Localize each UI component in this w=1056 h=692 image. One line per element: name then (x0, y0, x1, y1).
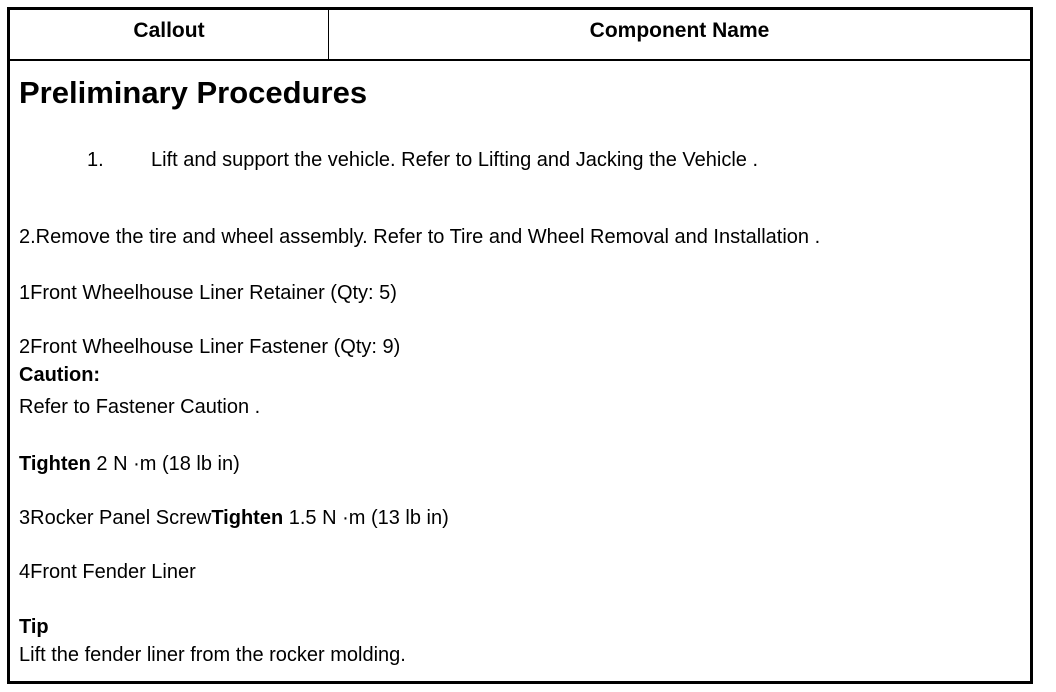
callout-column-header: Callout (10, 10, 329, 59)
section-title: Preliminary Procedures (19, 75, 368, 110)
tighten-label: Tighten (19, 453, 91, 475)
component-name-column-header: Component Name (589, 19, 770, 42)
item-3-name: 3Rocker Panel Screw (19, 507, 212, 529)
caution-text: Refer to Fastener Caution . (19, 396, 261, 418)
caution-label: Caution: (19, 364, 101, 386)
item-1-text: 1Front Wheelhouse Liner Retainer (Qty: 5) (19, 282, 397, 304)
tip-label: Tip (19, 616, 49, 638)
item-4-text: 4Front Fender Liner (19, 561, 196, 583)
item-3-text (19, 505, 449, 531)
torque-spec-1 (19, 451, 240, 477)
tighten-value: 2 N ·m (18 lb in) (90, 453, 240, 475)
step-2-text: 2.Remove the tire and wheel assembly. Refer to Tire and Wheel Removal and Installation . (19, 226, 821, 248)
tip-text: Lift the fender liner from the rocker molding. (19, 644, 406, 666)
step-1-text: Lift and support the vehicle. Refer to Lifting and Jacking the Vehicle . (151, 149, 759, 171)
step-1-number: 1. (87, 149, 104, 171)
table-header-row (10, 10, 1030, 61)
item-2-text: 2Front Wheelhouse Liner Fastener (Qty: 9) (19, 336, 401, 358)
tighten-value: 1.5 N ·m (13 lb in) (283, 507, 449, 529)
component-table (7, 7, 1033, 684)
tighten-label: Tighten (211, 507, 284, 529)
